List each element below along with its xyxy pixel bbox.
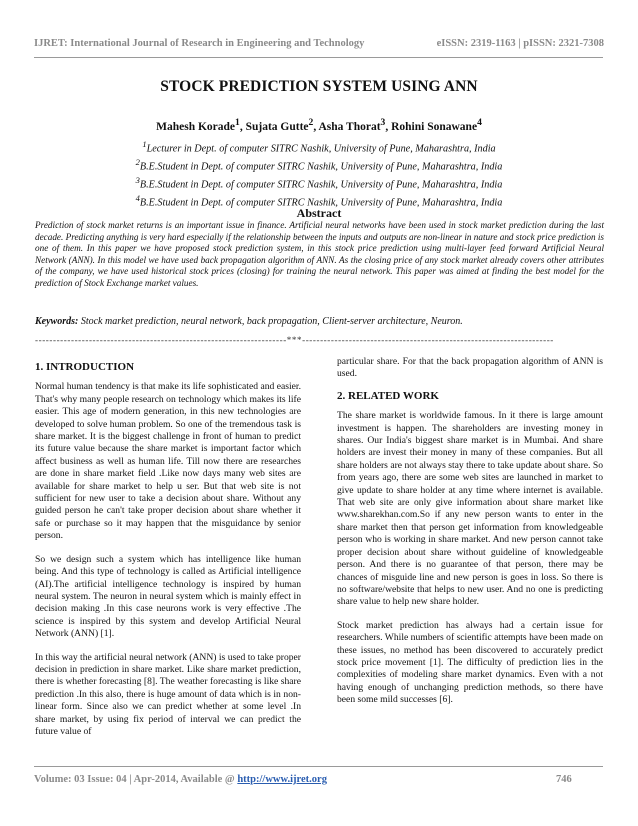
author-sup: 3 bbox=[380, 117, 386, 128]
journal-header: IJRET: International Journal of Research in Engineering and Technology bbox=[34, 38, 365, 49]
intro-continuation: particular share. For that the back propagation algorithm of ANN is used. bbox=[337, 356, 603, 380]
intro-paragraph: Normal human tendency is that make its life sophisticated and easier. That's why many people research on technology which makes its life easier. This age of modern generation, in this new technologies are developed to solve human problem. So one of the tremendous task is share market. It is the biggest challenge in front of human to predict its future value because the share market is important factor which affect business as well as human life. Till now there are researches are done in share market field .Like now days many web sites are available for share market to help u ser. But that web site is not sufficient for new user to take a decision about share. Without any guided person he can't take proper decision about share whether it safe or purchase so it may happen that the misguidance by senior person. bbox=[35, 381, 301, 542]
affiliation-line bbox=[0, 174, 638, 192]
author-sup: 4 bbox=[477, 117, 482, 128]
related-paragraph: The share market is worldwide famous. In it there is large amount investment is happen. The shareholders are investing money in shares. Our India's biggest share market is in Mumbai. And share holders are invest their money in many of these companies. But all share holders are not always stay there to take update about share. So from years ago, there are some web sites are launched in market to give update to share holder at any time where internet is available. That web site are only give information about share market like www.sharekhan.com.So if any new person wants to enter in the share market then that person get information from knowledgeable person who is working in share market. And new person cannot take proper decision about share without guideline of knowledgeable person. And there is no guarantee of that person, there may be chances of misguide line and new person is goes in loss. So there is no software/website that helps to new user. And no one is predicting share value to help new share holder. bbox=[337, 410, 603, 608]
author-sup: 2 bbox=[308, 117, 314, 128]
footer-rule bbox=[34, 766, 603, 767]
author-sup: 1 bbox=[235, 117, 240, 128]
page-number: 746 bbox=[556, 774, 572, 785]
affiliations bbox=[0, 138, 638, 210]
affiliation-sup: 1 bbox=[142, 139, 147, 149]
right-column bbox=[337, 356, 603, 718]
journal-link[interactable]: http://www.ijret.org bbox=[237, 774, 327, 785]
abstract-text: Prediction of stock market returns is an important issue in finance. Artificial neural networks have been used in stock market prediction during the last decade. Predicting anything is very hard especially if the relationship between the inputs and outputs are non-linear in nature and stock price prediction is one of them. In this paper we have proposed stock prediction system, in this stock price prediction using multi-layer feed forward Artificial Neural Network (ANN). In this model we have used back propagation algorithm of ANN. As the closing price of any stock market already covers other attributes of the company, we have used historical stock prices (closing) for training the neural network. This paper was aimed at finding the best model for the prediction of Stock Exchange market values. bbox=[35, 220, 605, 288]
author-list: Mahesh Korade$^1$, Sujata Gutte$^2$, Asha Thorat$^3$, Rohini Sonawane$^4$ bbox=[156, 117, 482, 133]
affiliation-sup: 4 bbox=[135, 192, 140, 203]
header-rule bbox=[34, 57, 603, 58]
footer-volume-text: Volume: 03 Issue: 04 | Apr-2014, Available @ bbox=[34, 774, 238, 785]
intro-paragraph: In this way the artificial neural network (ANN) is used to take proper decision in prediction in share market. Like share market prediction, there is whether forecasting [8]. The weather forecasting is like share prediction .In this also, there is huge amount of data which is in non-linear form. Since also we can predict whether at some level .In share market, by using fix period of interval we can predict the future value of bbox=[35, 651, 301, 737]
section-separator: ----------------------------------------------------------------------***---------------------------------------------------------------------- bbox=[35, 335, 554, 345]
paper-title: STOCK PREDICTION SYSTEM USING ANN bbox=[160, 78, 478, 95]
affiliation-sup: 3 bbox=[135, 174, 140, 185]
related-heading: 2. RELATED WORK bbox=[337, 389, 439, 402]
footer-volume bbox=[34, 774, 327, 785]
author-name: Asha Thorat bbox=[318, 120, 381, 133]
abstract-heading: Abstract bbox=[296, 206, 342, 220]
author-name: Sujata Gutte bbox=[245, 120, 309, 133]
related-paragraph: Stock market prediction has always had a certain issue for researchers. While numbers of scientific attempts have been made on these issues, no method has been discovered to accurately predict stock price movement [1]. The difficulty of prediction lies in the complexities of modeling share market dynamics. Even with a not having enough of unchanging prediction methods, so there have been some mild successes [6]. bbox=[337, 619, 603, 706]
affiliation-text: B.E.Student in Dept. of computer SITRC Nashik, University of Pune, Maharashtra, India bbox=[139, 161, 503, 173]
left-column bbox=[35, 355, 301, 749]
intro-paragraph: So we design such a system which has intelligence like human being. And this type of technology is called as Artificial intelligence (AI).The artificial intelligence technology is inspired by human neural system. The neuron in neural system which is mainly effect in decision making .In this case neurons work is very effective .The science is inspired by this system and develop Artificial Neural Network (ANN) [1]. bbox=[35, 553, 301, 640]
issn-header: eISSN: 2319-1163 | pISSN: 2321-7308 bbox=[436, 38, 604, 49]
author-name: Rohini Sonawane bbox=[391, 120, 478, 133]
affiliation-text: Lecturer in Dept. of computer SITRC Nashik, University of Pune, Maharashtra, India bbox=[146, 143, 496, 155]
affiliation-text: B.E.Student in Dept. of computer SITRC Nashik, University of Pune, Maharashtra, India bbox=[139, 179, 503, 191]
affiliation-text: B.E.Student in Dept. of computer SITRC Nashik, University of Pune, Maharashtra, India bbox=[139, 197, 503, 209]
keywords-text: Stock market prediction, neural network, back propagation, Client-server architecture, Neuron. bbox=[80, 316, 463, 327]
keywords bbox=[35, 316, 604, 327]
affiliation-line bbox=[0, 138, 638, 156]
author-name: Mahesh Korade bbox=[156, 120, 236, 133]
affiliation-line bbox=[0, 156, 638, 174]
affiliation-sup: 2 bbox=[135, 156, 140, 167]
keywords-label: Keywords: bbox=[35, 316, 79, 327]
intro-heading: 1. INTRODUCTION bbox=[35, 361, 135, 373]
